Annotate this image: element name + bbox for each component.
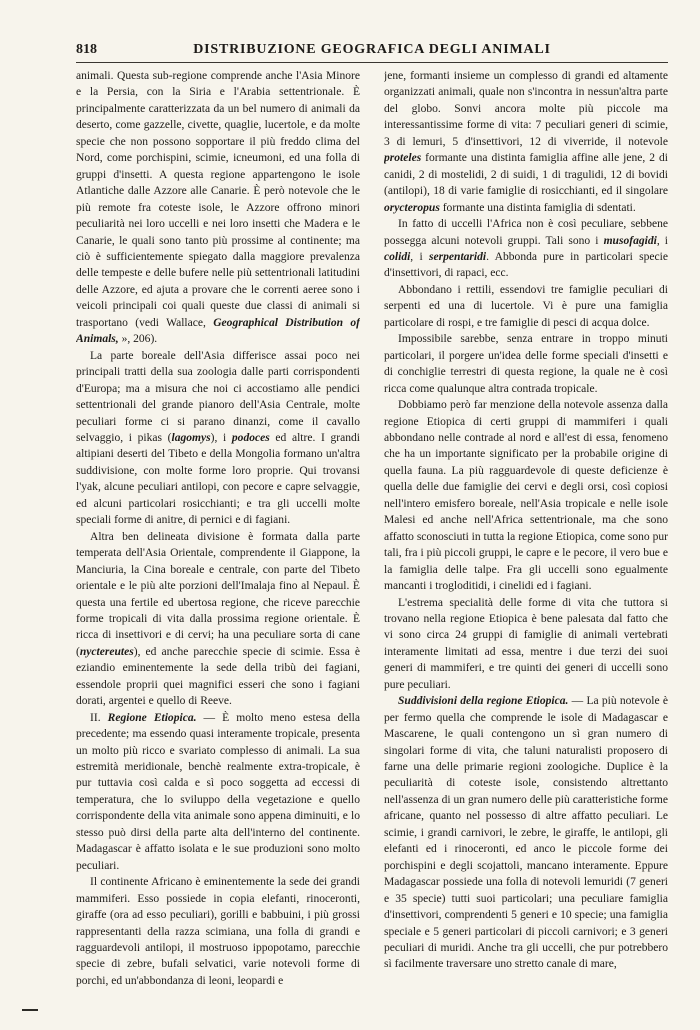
family-name: serpentaridi — [429, 250, 487, 263]
paragraph — [76, 348, 360, 529]
margin-mark — [22, 1009, 38, 1011]
left-column — [76, 68, 360, 988]
paragraph-text: — La più notevole è per fermo quella che comprende le isole di Madagascar e Mascarene, le quali contengono un sì gran numero di singolari forme di vita, che taluni naturalisti proposero di farne una delle primarie regioni zoologiche. Duplice è la peculiarità di coteste isole, consistendo altrettanto nell'assenza di un gran numero delle più caratteristiche forme africane, quanto nel possesso di altre affatto peculiari. Le scimie, i grandi carnivori, le zebre, le giraffe, le antilopi, gli elefanti ed i rinoceronti, ed anco le piccole forme dei porchispini e degli scojattoli, mancano interamente. Eppure Madagascar possiede una folla di notevoli lemuridi (7 generi e 35 specie) tutti suoi particolari; una peculiare famiglia d'insettivori, comprendenti 5 generi e 10 specie; una famiglia speciale e 5 generi particolari di piccoli carnivori; e 3 generi peculiari di muridi. Anche tra gli uccelli, che pur potrebbero sì facilmente traversare uno stretto canale di mare, — [384, 695, 668, 971]
page-number: 818 — [76, 42, 97, 57]
paragraph-text: formante una distinta famiglia di sdentati. — [442, 201, 636, 214]
paragraph-text: Impossibile sarebbe, senza entrare in troppo minuti particolari, il porgere un'idea delle forme speciali d'insetti e di conchiglie terrestri di questa regione, la quale ne è così ricca come qualunque altra contrada tropicale. — [384, 333, 668, 395]
paragraph — [384, 216, 668, 282]
paragraph — [76, 874, 360, 988]
running-header — [76, 42, 668, 64]
genus-name: proteles — [384, 152, 422, 165]
paragraph-text: , i — [410, 250, 423, 263]
paragraph-text: Dobbiamo però far menzione della notevole assenza dalla regione Etiopica di certi gruppi di mammiferi i quali abbondano nelle contrade al nord e all'est di essa, fenomeno che ha un importante significato per la probabile origine di quella fauna. La più ragguardevole di queste deficienze è quella delle due famiglie dei cervi e degli orsi, così copiosi nell'intero emisfero boreale, nell'Asia tropicale e nelle isole Malesi ed anche nell'Africa settentrionale, ma che sono affatto sconosciuti in tutta la regione Etiopica, come sono pur tali, fra i più piccoli gruppi, le capre e le pecore, il vero bue e la famiglia delle talpe. Fra gli uccelli sono egualmente mancanti i trogloditidi, i cinelidi ed i fagiani. — [384, 399, 668, 593]
genus-name: orycteropus — [384, 201, 440, 214]
right-column — [384, 68, 668, 988]
paragraph-text: », 206). — [121, 333, 158, 346]
paragraph-text: animali. Questa sub-regione comprende anche l'Asia Minore e la Persia, con la Siria e l'Arabia settentrionale. È principalmente caratterizzata da un bel numero di animali da deserto, come gazzelle, civette, quaglie, lucertole, e da molte specie che non possono sopportare il più freddo clima del Nord, come porchispini, scimie, icneumoni, ed una folla di gruppi d'insetti. A questa regione appartengono le isole Atlantiche dalle Azzore alle Canarie. È però notevole che le più remote fra coteste isole, le Azzore offrono minori peculiarità nei loro uccelli e nei loro insetti che Madera e le Canarie, le quali sono tanto più prossime al continente; ma ciò è sufficientemente spiegato dalla maggiore prevalenza delle tempeste e delle bufere nelle più settentrionali latitudini delle Azzore, ed ajuta a provare che le correnti aeree sono i veicoli principali coi quali queste due classi di animali si trasportano (vedi Wallace, — [76, 70, 360, 329]
paragraph-text: L'estrema specialità delle forme di vita che tuttora si trovano nella regione Etiopica è bene palesata dal fatto che vi sono circa 24 gruppi di famiglie di animali vertebrati interamente limitati ad essa, mentre i due terzi dei suoi generi di mammiferi, e tre quinti dei generi di uccelli sono pure peculiari. — [384, 596, 668, 691]
paragraph — [384, 331, 668, 397]
paragraph-text: Altra ben delineata divisione è formata dalla parte temperata dell'Asia Orientale, comprendente il Giappone, la Manciuria, la Cina boreale e centrale, con parte del Tibeto orientale e le più alte porzioni dell'Imalaja fino al Nepaul. È questa una fertile ed ubertosa regione, che riceve parecchie forme tropicali di vita dalla prossima regione orientale. È ricca di insettivori e di cervi; ha una peculiare sorta di cane ( — [76, 530, 360, 658]
genus-name: lagomys — [171, 431, 211, 444]
paragraph-text: La parte boreale dell'Asia differisce assai poco nei principali tratti della sua zoologia dalle parti corrispondenti d'Europa; ma a misura che noi ci accostiamo alle pendici settentrionali del grande pianoro dell'Asia Centrale, molte peculiari forme ci si parano dinanzi, come il cavallo selvaggio, i pikas ( — [76, 349, 360, 444]
paragraph-text: formante una distinta famiglia affine alle jene, 2 di canidi, 2 di mostelidi, 2 di suidi, 1 di tragulidi, 12 di bovidi (antilopi), 18 di varie famiglie di rosicchianti, ed il singolare — [384, 152, 668, 198]
section-heading: Suddivisioni della regione Etiopica. — [398, 695, 569, 708]
genus-name: nyctereutes — [79, 645, 134, 658]
paragraph-text: — È molto meno estesa della precedente; ma essendo quasi interamente tropicale, presenta un molto più ricco e svariato complesso di animali. La sua estremità meridionale, benchè realmente extra-tropicale, è pur tuttavia così calda e sì poco soggetta ad eccessi di temperatura, che lo sviluppo della vegetazione e quello corrispondente della vita animale sono appena diminuiti, e lo stesso può dirsi della parte alta dell'interno del continente. Madagascar è affatto isolata e le sue produzioni sono molto peculiari. — [76, 711, 360, 872]
section-number: II. — [90, 711, 101, 724]
paragraph-text: ), ed anche parecchie specie di scimie. Essa è eziandio eminentemente la sede della tribù dei fagiani, essendole proprii quei magnifici esseri che sono i fagiani dorati, argentei e quello di Reeve. — [76, 645, 360, 708]
genus-name: podoces — [231, 431, 270, 444]
family-name: musofagidi — [603, 234, 657, 247]
paragraph — [384, 68, 668, 216]
family-name: colidi — [384, 250, 411, 263]
section-heading: Regione Etiopica. — [107, 711, 197, 724]
paragraph — [384, 595, 668, 694]
paragraph — [384, 397, 668, 594]
paragraph-text: . Abbonda pure in particolari specie d'insettivori, di rapaci, ecc. — [384, 250, 668, 280]
paragraph — [384, 282, 668, 331]
paragraph-text: , i — [656, 234, 668, 247]
paragraph-text: ed altre. I grandi altipiani deserti del Tibeto e della Mongolia formano un'altra suddivisione, con molte forme loro proprie. Qui trovansi l'yak, alcune peculiari antilopi, con pecore e capre selvaggie, ed alcuni particolari rosicchianti; e tra gli uccelli molte speciali forme di anitre, di pernici e di fagiani. — [76, 431, 360, 527]
paragraph-text: Il continente Africano è eminentemente la sede dei grandi mammiferi. Esso possiede in copia elefanti, rinoceronti, giraffe (ora ad esso peculiari), gorilli e babbuini, i più grossi rappresentanti della razza scimiana, una folla di grandi e ragguardevoli antilopi, il mostruoso ippopotamo, parecchie specie di zebre, bufali selvatici, varie notevoli forme di porchi, ed un'abbondanza di leoni, leopardi e — [76, 876, 360, 987]
section-paragraph — [384, 693, 668, 973]
running-title: DISTRIBUZIONE GEOGRAFICA DEGLI ANIMALI — [193, 42, 551, 57]
paragraph-text: In fatto di uccelli l'Africa non è così peculiare, sebbene possegga alcuni notevoli gruppi. Tali sono i — [384, 218, 668, 247]
paragraph-text: ), i — [210, 431, 227, 444]
paragraph — [76, 529, 360, 710]
paragraph-text: Abbondano i rettili, essendovi tre famiglie peculiari di serpenti ed una di lucertole. Vi è pure una famiglia particolare di rospi, e tre famiglie di pesci di acqua dolce. — [384, 283, 668, 329]
header-rule — [76, 62, 668, 63]
section-paragraph — [76, 710, 360, 875]
paragraph-text: jene, formanti insieme un complesso di grandi ed altamente organizzati animali, quale non s'incontra in nessun'altra parte del globo. Sonvi ancora molte più piccole ma interessantissime forme di vita: 7 peculiari generi di scimie, 3 di lemuri, 5 d'insettivori, 12 di viverride, il notevole — [384, 70, 668, 148]
paragraph — [76, 68, 360, 348]
book-title: Geographical Distribution of Animals, — [76, 316, 360, 346]
